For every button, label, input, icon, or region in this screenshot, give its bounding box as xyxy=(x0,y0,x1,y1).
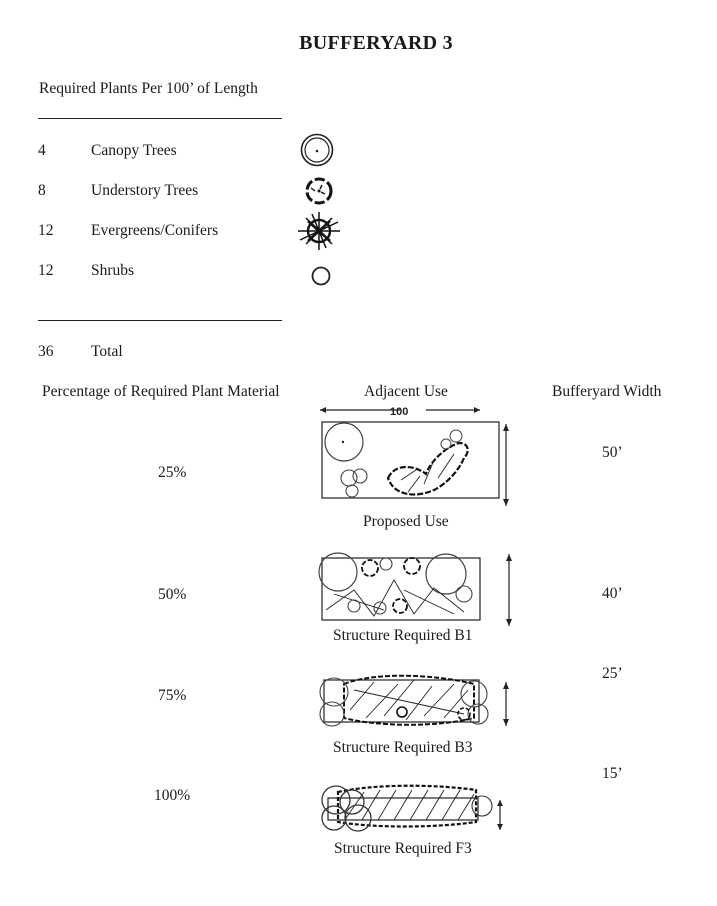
bufferyard-width-column-header: Bufferyard Width xyxy=(552,383,662,400)
option-caption: Structure Required F3 xyxy=(334,840,472,857)
evergreen-count: 12 xyxy=(38,222,54,239)
option-percent: 50% xyxy=(158,586,187,603)
adjacent-use-column-header: Adjacent Use xyxy=(364,383,448,400)
required-plants-heading: Required Plants Per 100’ of Length xyxy=(39,80,258,97)
canopy-label: Canopy Trees xyxy=(91,142,177,159)
divider-bottom xyxy=(38,320,282,321)
option-caption: Structure Required B3 xyxy=(333,739,473,756)
evergreen-label: Evergreens/Conifers xyxy=(91,222,219,239)
canopy-count: 4 xyxy=(38,142,46,159)
bufferyard-diagram-1 xyxy=(316,400,516,510)
percentage-column-header: Percentage of Required Plant Material xyxy=(42,383,280,400)
understory-count: 8 xyxy=(38,182,46,199)
understory-tree-icon xyxy=(304,176,334,206)
bufferyard-diagram-2 xyxy=(314,550,524,630)
option-percent: 75% xyxy=(158,687,187,704)
option-width: 40’ xyxy=(602,585,623,602)
option-caption: Proposed Use xyxy=(363,513,449,530)
shrub-count: 12 xyxy=(38,262,54,279)
bufferyard-diagram-3 xyxy=(314,670,524,734)
canopy-tree-icon xyxy=(300,133,334,167)
page-title: BUFFERYARD 3 xyxy=(299,32,453,54)
option-width: 50’ xyxy=(602,444,623,461)
dimension-label: 100 xyxy=(390,406,409,418)
shrub-label: Shrubs xyxy=(91,262,135,279)
option-width: 25’ xyxy=(602,665,623,682)
option-percent: 100% xyxy=(154,787,191,804)
total-label: Total xyxy=(91,343,123,360)
understory-label: Understory Trees xyxy=(91,182,199,199)
option-caption: Structure Required B1 xyxy=(333,627,473,644)
bufferyard-diagram-4 xyxy=(314,778,524,840)
option-width: 15’ xyxy=(602,765,623,782)
evergreen-icon xyxy=(294,210,344,252)
total-count: 36 xyxy=(38,343,54,360)
shrub-icon xyxy=(310,265,332,287)
option-percent: 25% xyxy=(158,464,187,481)
divider-top xyxy=(38,118,282,119)
